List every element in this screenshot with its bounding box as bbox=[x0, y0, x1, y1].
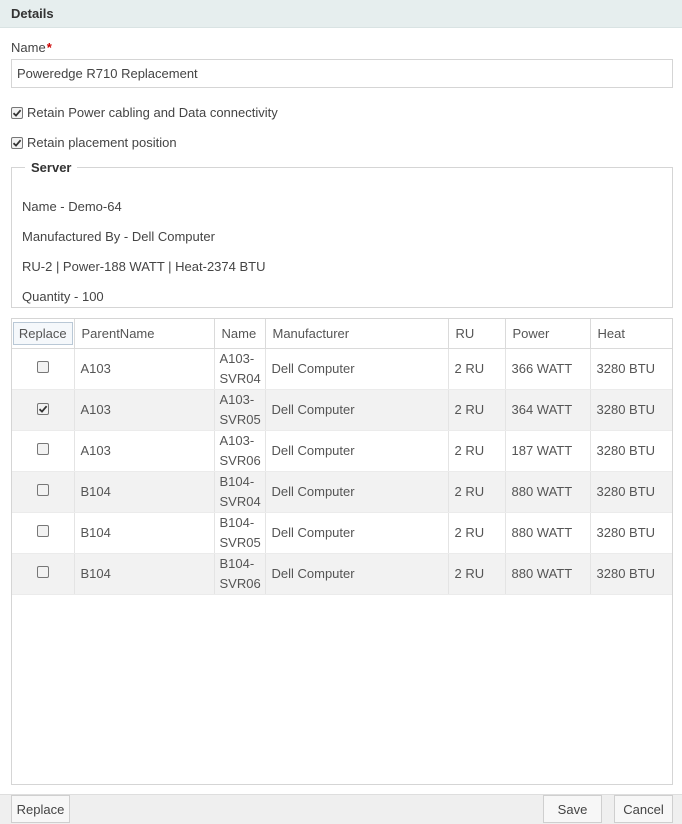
server-info-panel bbox=[11, 160, 673, 308]
table-row[interactable] bbox=[12, 512, 673, 553]
parent-name-cell: A103 bbox=[74, 430, 214, 471]
parent-name-cell: B104 bbox=[74, 471, 214, 512]
column-header-power[interactable]: Power bbox=[505, 319, 590, 348]
table-row[interactable] bbox=[12, 471, 673, 512]
name-cell bbox=[214, 553, 265, 594]
replace-checkbox[interactable] bbox=[37, 403, 49, 415]
ru-cell: 2 RU bbox=[448, 553, 505, 594]
replacement-table bbox=[12, 319, 673, 595]
retain-power-checkbox[interactable] bbox=[11, 107, 23, 119]
heat-cell: 3280 BTU bbox=[590, 512, 673, 553]
required-marker: * bbox=[46, 40, 52, 55]
manufacturer-cell: Dell Computer bbox=[265, 471, 448, 512]
power-cell: 366 WATT bbox=[505, 348, 590, 389]
manufacturer-cell: Dell Computer bbox=[265, 553, 448, 594]
name-cell bbox=[214, 389, 265, 430]
power-cell: 364 WATT bbox=[505, 389, 590, 430]
replacement-grid bbox=[11, 318, 673, 785]
name-cell-line1: B104- bbox=[219, 473, 255, 489]
table-row[interactable] bbox=[12, 553, 673, 594]
ru-cell: 2 RU bbox=[448, 430, 505, 471]
heat-cell: 3280 BTU bbox=[590, 471, 673, 512]
parent-name-cell: A103 bbox=[74, 389, 214, 430]
replace-checkbox[interactable] bbox=[37, 525, 49, 537]
manufacturer-cell: Dell Computer bbox=[265, 512, 448, 553]
ru-cell: 2 RU bbox=[448, 348, 505, 389]
manufacturer-cell: Dell Computer bbox=[265, 430, 448, 471]
name-cell-line1: A103- bbox=[219, 432, 255, 448]
replace-checkbox[interactable] bbox=[37, 566, 49, 578]
replace-button[interactable]: Replace bbox=[11, 795, 70, 823]
ru-cell: 2 RU bbox=[448, 512, 505, 553]
name-cell-line2: SVR05 bbox=[219, 411, 261, 427]
heat-cell: 3280 BTU bbox=[590, 553, 673, 594]
name-input[interactable] bbox=[11, 59, 673, 88]
name-cell bbox=[214, 471, 265, 512]
replace-cell bbox=[12, 471, 74, 512]
checkmark-icon bbox=[12, 108, 22, 118]
server-quantity: Quantity - 100 bbox=[22, 289, 104, 304]
parent-name-cell: B104 bbox=[74, 553, 214, 594]
footer-bar bbox=[0, 794, 682, 824]
name-cell-line2: SVR05 bbox=[219, 534, 261, 550]
name-cell-line2: SVR04 bbox=[219, 493, 261, 509]
replace-cell bbox=[12, 389, 74, 430]
power-cell: 880 WATT bbox=[505, 553, 590, 594]
replace-checkbox[interactable] bbox=[37, 484, 49, 496]
column-header-name[interactable]: Name bbox=[214, 319, 265, 348]
table-header-row bbox=[12, 319, 673, 348]
save-button[interactable]: Save bbox=[543, 795, 602, 823]
name-cell bbox=[214, 348, 265, 389]
parent-name-cell: A103 bbox=[74, 348, 214, 389]
replace-cell bbox=[12, 512, 74, 553]
power-cell: 880 WATT bbox=[505, 512, 590, 553]
table-row[interactable] bbox=[12, 389, 673, 430]
replace-checkbox[interactable] bbox=[37, 443, 49, 455]
name-cell-line2: SVR04 bbox=[219, 370, 261, 386]
manufacturer-cell: Dell Computer bbox=[265, 348, 448, 389]
server-specs: RU-2 | Power-188 WATT | Heat-2374 BTU bbox=[22, 259, 266, 274]
ru-cell: 2 RU bbox=[448, 389, 505, 430]
column-header-manufacturer[interactable]: Manufacturer bbox=[265, 319, 448, 348]
name-label bbox=[11, 40, 52, 55]
heat-cell: 3280 BTU bbox=[590, 430, 673, 471]
checkmark-icon bbox=[12, 138, 22, 148]
retain-position-label: Retain placement position bbox=[27, 135, 177, 150]
server-manufacturer: Manufactured By - Dell Computer bbox=[22, 229, 215, 244]
power-cell: 187 WATT bbox=[505, 430, 590, 471]
replace-cell bbox=[12, 430, 74, 471]
manufacturer-cell: Dell Computer bbox=[265, 389, 448, 430]
parent-name-cell: B104 bbox=[74, 512, 214, 553]
retain-position-checkbox[interactable] bbox=[11, 137, 23, 149]
column-header-parentname[interactable]: ParentName bbox=[74, 319, 214, 348]
column-header-ru[interactable]: RU bbox=[448, 319, 505, 348]
name-cell-line1: A103- bbox=[219, 350, 255, 366]
column-header-heat[interactable]: Heat bbox=[590, 319, 673, 348]
retain-power-option[interactable] bbox=[11, 105, 278, 120]
column-header-replace-label: Replace bbox=[13, 322, 73, 345]
server-legend: Server bbox=[31, 160, 72, 175]
name-cell bbox=[214, 430, 265, 471]
table-row[interactable] bbox=[12, 348, 673, 389]
name-cell-line2: SVR06 bbox=[219, 575, 261, 591]
details-header bbox=[0, 0, 682, 28]
replace-cell bbox=[12, 553, 74, 594]
name-cell-line1: A103- bbox=[219, 391, 255, 407]
replace-checkbox[interactable] bbox=[37, 361, 49, 373]
heat-cell: 3280 BTU bbox=[590, 348, 673, 389]
name-cell-line2: SVR06 bbox=[219, 452, 261, 468]
name-cell bbox=[214, 512, 265, 553]
column-header-replace[interactable] bbox=[12, 319, 74, 348]
name-cell-line1: B104- bbox=[219, 555, 255, 571]
ru-cell: 2 RU bbox=[448, 471, 505, 512]
heat-cell: 3280 BTU bbox=[590, 389, 673, 430]
power-cell: 880 WATT bbox=[505, 471, 590, 512]
server-name: Name - Demo-64 bbox=[22, 199, 122, 214]
name-cell-line1: B104- bbox=[219, 514, 255, 530]
retain-position-option[interactable] bbox=[11, 135, 177, 150]
retain-power-label: Retain Power cabling and Data connectivity bbox=[27, 105, 278, 120]
checkmark-icon bbox=[38, 404, 48, 414]
details-title: Details bbox=[11, 6, 54, 21]
cancel-button[interactable]: Cancel bbox=[614, 795, 673, 823]
replace-cell bbox=[12, 348, 74, 389]
table-row[interactable] bbox=[12, 430, 673, 471]
name-label-text: Name bbox=[11, 40, 46, 55]
